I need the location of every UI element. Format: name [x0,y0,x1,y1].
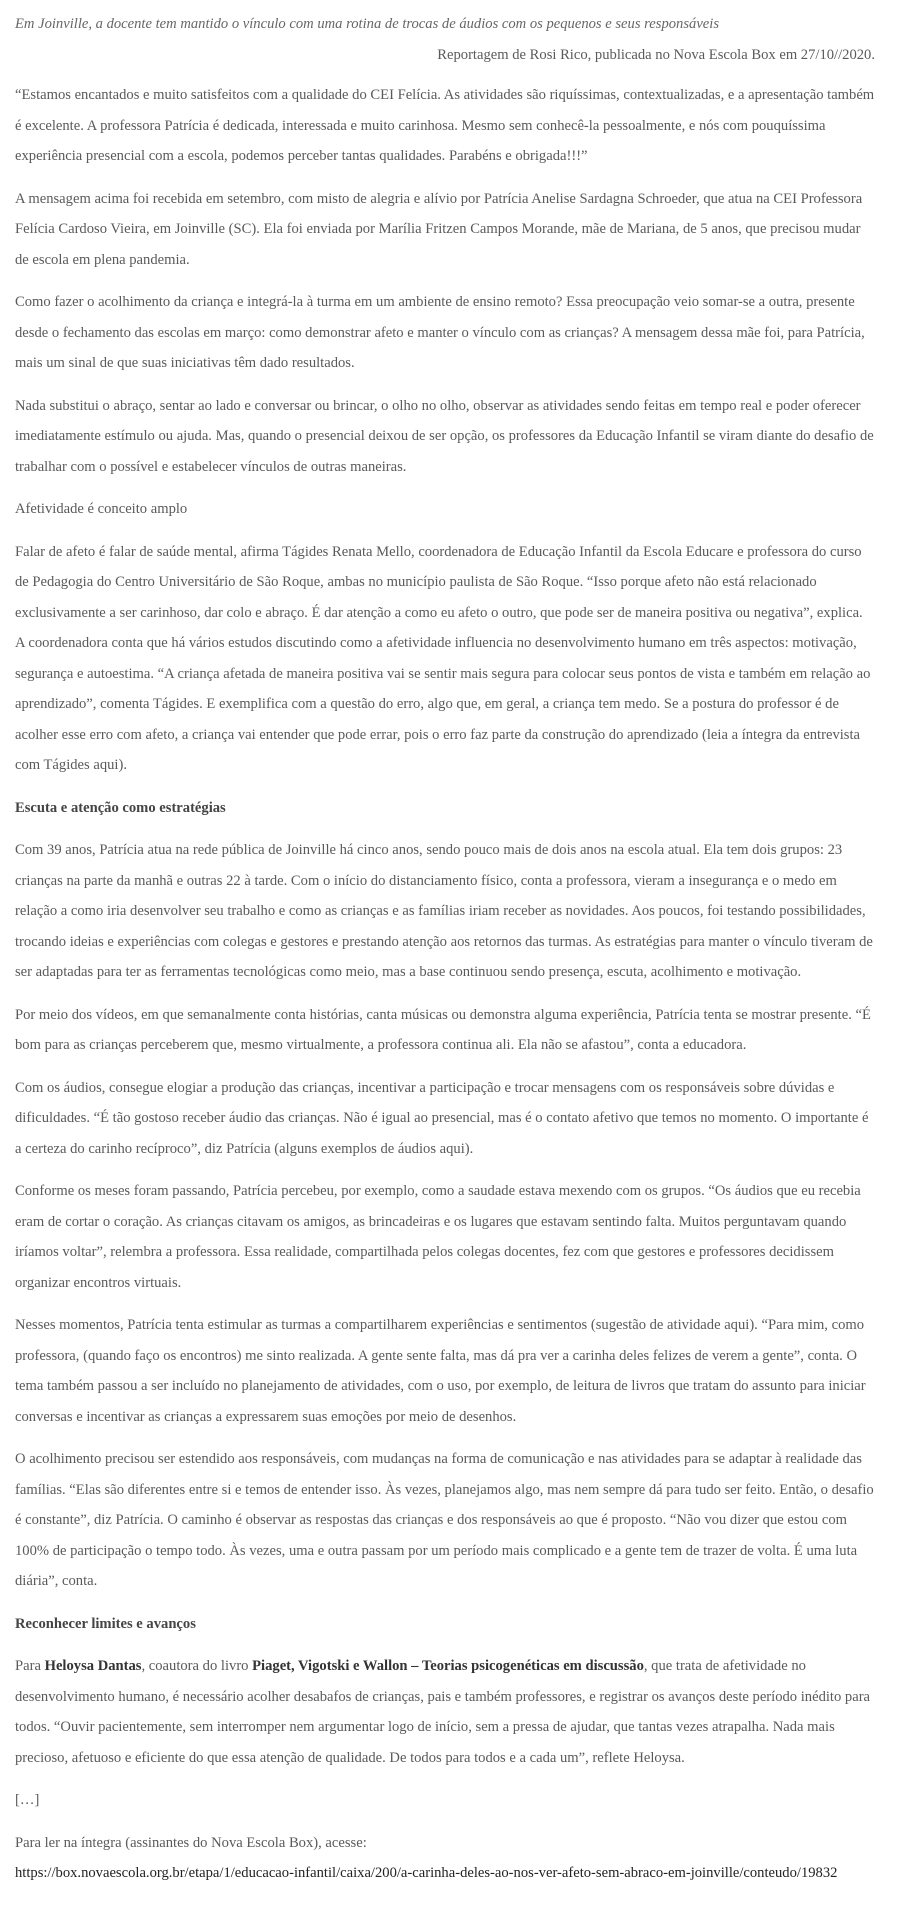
paragraph-heloysa [15,1651,875,1773]
paragraph: Como fazer o acolhimento da criança e integrá-la à turma em um ambiente de ensino remoto? Essa preocupação veio somar-se a outra, presente desde o fechamento das escolas em março: como demonstrar afeto e manter o vínculo com as crianças? A mensagem dessa mãe foi, para Patrícia, mais um sinal de que suas iniciativas têm dado resultados. [15,294,865,371]
paragraph: Com os áudios, consegue elogiar a produção das crianças, incentivar a participação e trocar mensagens com os responsáveis sobre dúvidas e dificuldades. “É tão gostoso receber áudio das crianças. Não é igual ao presencial, mas é o contato afetivo que temos no momento. O importante é a certeza do carinho recíproco”, diz Patrícia (alguns exemplos de áudios aqui). [15,1079,869,1157]
section-heading-escuta: Escuta e atenção como estratégias [15,799,226,816]
section-heading-afetividade: Afetividade é conceito amplo [15,501,188,517]
article-subtitle: Em Joinville, a docente tem mantido o vínculo com uma rotina de trocas de áudios com os pequenos e seus responsáveis [15,16,720,32]
paragraph: Conforme os meses foram passando, Patrícia percebeu, por exemplo, como a saudade estava mexendo com os grupos. “Os áudios que eu recebia eram de cortar o coração. As crianças citavam os amigos, as brincadeiras e os lugares que estavam sentindo falta. Muitos perguntavam quando iríamos voltar”, relembra a professora. Essa realidade, compartilhada pelos colegas docentes, fez com que gestores e professores decidissem organizar encontros virtuais. [15,1183,861,1291]
paragraph: Falar de afeto é falar de saúde mental, afirma Tágides Renata Mello, coordenadora de Educação Infantil da Escola Educare e professora do curso de Pedagogia do Centro Universitário de São Roque, ambas no município paulista de São Roque. “Isso porque afeto não está relacionado exclusivamente a ser carinhoso, dar colo e abraço. É dar atenção a como eu afeto o outro, que pode ser de maneira positiva ou negativa”, explica. A coordenadora conta que há vários estudos discutindo como a afetividade influencia no desenvolvimento humano em três aspectos: motivação, segurança e autoestima. “A criança afetada de maneira positiva vai se sentir mais segura para colocar seus pontos de vista e também em relação ao aprendizado”, comenta Tágides. E exemplifica com a questão do erro, algo que, em geral, a criança tem medo. Se a postura do professor é de acolher esse erro com afeto, a criança vai entender que pode errar, pois o erro faz parte da construção do aprendizado (leia a íntegra da entrevista com Tágides aqui). [15,543,871,773]
paragraph: Por meio dos vídeos, em que semanalmente conta histórias, canta músicas ou demonstra alguma experiência, Patrícia tenta se mostrar presente. “É bom para as crianças perceberem que, mesmo virtualmente, a professora continua ali. Ela não se afastou”, conta a educadora. [15,1006,871,1053]
source-url-link[interactable]: https://box.novaescola.org.br/etapa/1/educacao-infantil/caixa/200/a-carinha-deles-ao-nos-ver-afeto-sem-abraco-em-joinville/conteudo/19832 [15,1865,838,1881]
paragraph: Nesses momentos, Patrícia tenta estimular as turmas a compartilharem experiências e sentimentos (sugestão de atividade aqui). “Para mim, como professora, (quando faço os encontros) me sinto realizada. A gente sente falta, mas dá pra ver a carinha deles felizes de verem a gente”, conta. O tema também passou a ser incluído no planejamento de atividades, com o uso, por exemplo, de leitura de livros que tratam do assunto para iniciar conversas e incentivar as crianças a expressarem suas emoções por meio de desenhos. [15,1317,866,1425]
paragraph: Com 39 anos, Patrícia atua na rede pública de Joinville há cinco anos, sendo pouco mais de dois anos na escola atual. Ela tem dois grupos: 23 crianças na parte da manhã e outras 22 à tarde. Com o início do distanciamento físico, conta a professora, vieram a insegurança e o medo em relação a como iria desenvolver seu trabalho e como as crianças e as famílias iriam receber as novidades. Aos poucos, foi testando possibilidades, trocando ideias e experiências com colegas e gestores e prestando atenção aos retornos das turmas. As estratégias para manter o vínculo tiveram de ser adaptadas para ter as ferramentas tecnológicas como meio, mas a base continuou sendo presença, escuta, acolhimento e motivação. [15,842,873,980]
text-span: , coautora do livro [141,1658,253,1674]
paragraph-quote-message: “Estamos encantados e muito satisfeitos com a qualidade do CEI Felícia. As atividades são riquíssimas, contextualizadas, e a apresentação também é excelente. A professora Patrícia é dedicada, interessada e muito carinhosa. Mesmo sem conhecê-la pessoalmente, e nós com pouquíssima experiência presencial com a escola, podemos perceber tantas qualidades. Parabéns e obrigada!!!” [15,87,875,164]
read-more-text: Para ler na íntegra (assinantes do Nova Escola Box), acesse: [15,1834,367,1851]
paragraph: O acolhimento precisou ser estendido aos responsáveis, com mudanças na forma de comunicação e nas atividades para se adaptar à realidade das famílias. “Elas são diferentes entre si e temos de entender isso. Às vezes, planejamos algo, mas nem sempre dá para tudo ser feito. Então, o desafio é constante”, diz Patrícia. O caminho é observar as respostas das crianças e dos responsáveis ao que é proposto. “Não vou dizer que estou com 100% de participação o tempo todo. Às vezes, uma e outra passam por um período mais complicado e a gente tem de trazer de volta. É uma luta diária”, conta. [15,1451,874,1589]
text-span: , que trata de afetividade no desenvolvimento humano, é necessário acolher desabafos de crianças, pais e também professores, e registrar os avanços deste período inédito para todos. “Ouvir pacientemente, sem interromper nem argumentar logo de início, sem a pressa de ajudar, que tantas vezes atrapalha. Nada mais precioso, afetuoso e eficiente do que essa atenção de qualidade. De todos para todos e a cada um”, reflete Heloysa. [15,1658,871,1766]
paragraph: A mensagem acima foi recebida em setembro, com misto de alegria e alívio por Patrícia Anelise Sardagna Schroeder, que atua na CEI Professora Felícia Cardoso Vieira, em Joinville (SC). Ela foi enviada por Marília Fritzen Campos Morande, mãe de Mariana, de 5 anos, que precisou mudar de escola em plena pandemia. [15,190,863,268]
book-title: Piaget, Vigotski e Wallon – Teorias psicogenéticas em discussão [252,1658,644,1674]
text-span: Para [15,1658,45,1674]
section-heading-limites: Reconhecer limites e avanços [15,1615,196,1632]
paragraph: Nada substitui o abraço, sentar ao lado e conversar ou brincar, o olho no olho, observar as atividades sendo feitas em tempo real e poder oferecer imediatamente estímulo ou ajuda. Mas, quando o presencial deixou de ser opção, os professores da Educação Infantil se viram diante do desafio de trabalhar com o possível e estabelecer vínculos de outras maneiras. [15,397,874,475]
ellipsis: […] [15,1792,40,1808]
author-name: Heloysa Dantas [44,1658,142,1674]
article-credit: Reportagem de Rosi Rico, publicada no Nova Escola Box em 27/10//2020. [437,47,875,63]
